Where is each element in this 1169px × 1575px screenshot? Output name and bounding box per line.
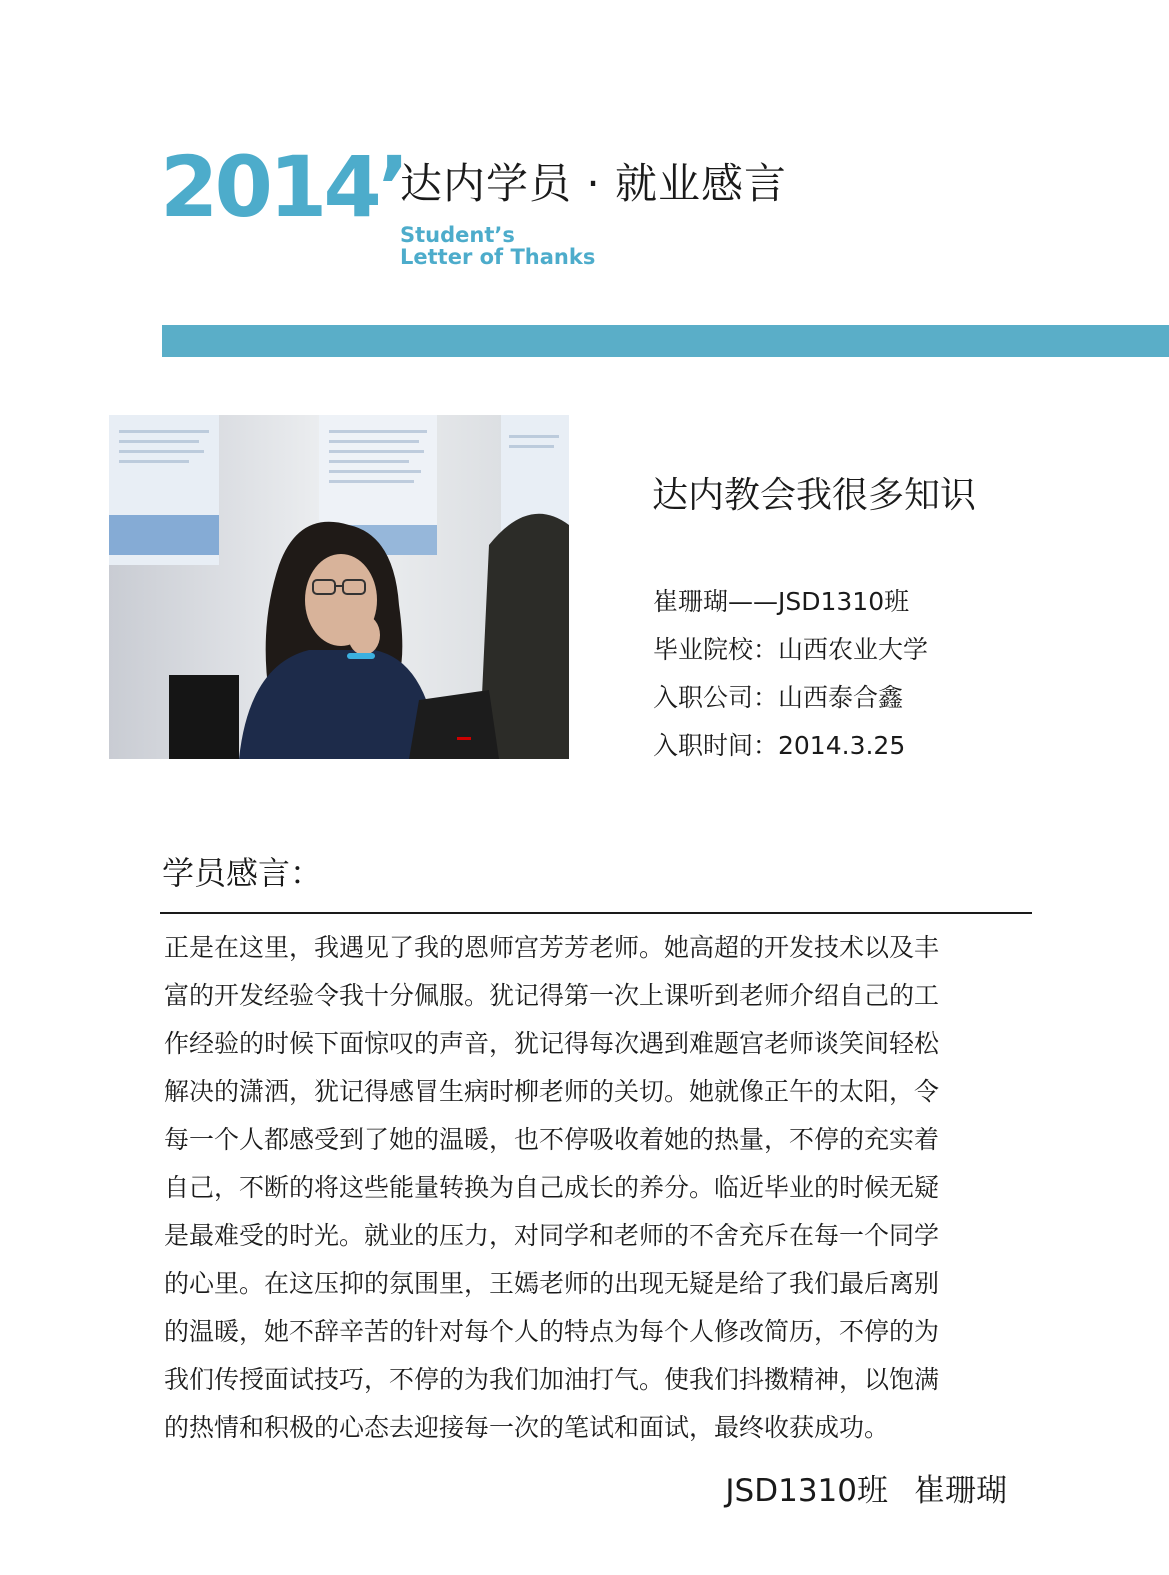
profile-info: [653, 578, 928, 770]
body-line: 解决的潇洒，犹记得感冒生病时柳老师的关切。她就像正午的太阳，令: [164, 1077, 940, 1106]
company: 入职公司：山西泰合鑫: [653, 683, 904, 712]
body-line: 正是在这里，我遇见了我的恩师宫芳芳老师。她高超的开发技术以及丰: [164, 933, 940, 962]
body-line: 自己，不断的将这些能量转换为自己成长的养分。临近毕业的时候无疑: [164, 1173, 940, 1202]
headline: 达内教会我很多知识: [652, 475, 977, 516]
subtitle-line-2: Letter of Thanks: [400, 245, 596, 269]
start-date: 入职时间：2014.3.25: [653, 731, 906, 760]
signature-name: 崔珊瑚: [914, 1473, 1007, 1509]
section-divider: [160, 912, 1032, 914]
body-line: 作经验的时候下面惊叹的声音，犹记得每次遇到难题宫老师谈笑间轻松: [164, 1029, 940, 1058]
subtitle-line-1: Student’s: [400, 223, 515, 247]
body-line: 的温暖，她不辞辛苦的针对每个人的特点为每个人修改简历，不停的为: [164, 1317, 940, 1346]
body-line: 是最难受的时光。就业的压力，对同学和老师的不舍充斥在每一个同学: [164, 1221, 940, 1250]
body-line: 的热情和积极的心态去迎接每一次的笔试和面试，最终收获成功。: [164, 1413, 890, 1442]
header: [160, 140, 1060, 280]
student-photo: [109, 415, 569, 759]
body-line: 的心里。在这压抑的氛围里，王嫣老师的出现无疑是给了我们最后离别: [164, 1269, 940, 1298]
body-line: 富的开发经验令我十分佩服。犹记得第一次上课听到老师介绍自己的工: [164, 981, 940, 1010]
page-title: 达内学员 · 就业感言: [400, 159, 788, 208]
signature-class: JSD1310班: [725, 1473, 888, 1509]
testimonial-body: [164, 924, 1024, 1452]
signature: [725, 1468, 1007, 1514]
name-class: 崔珊瑚——JSD1310班: [653, 587, 910, 616]
school: 毕业院校：山西农业大学: [653, 635, 929, 664]
body-line: 每一个人都感受到了她的温暖，也不停吸收着她的热量，不停的充实着: [164, 1125, 940, 1154]
body-line: 我们传授面试技巧，不停的为我们加油打气。使我们抖擞精神，以饱满: [164, 1365, 940, 1394]
section-title: 学员感言：: [162, 854, 323, 892]
header-divider-band: [162, 325, 1169, 357]
year-logo: 2014’: [160, 138, 406, 236]
